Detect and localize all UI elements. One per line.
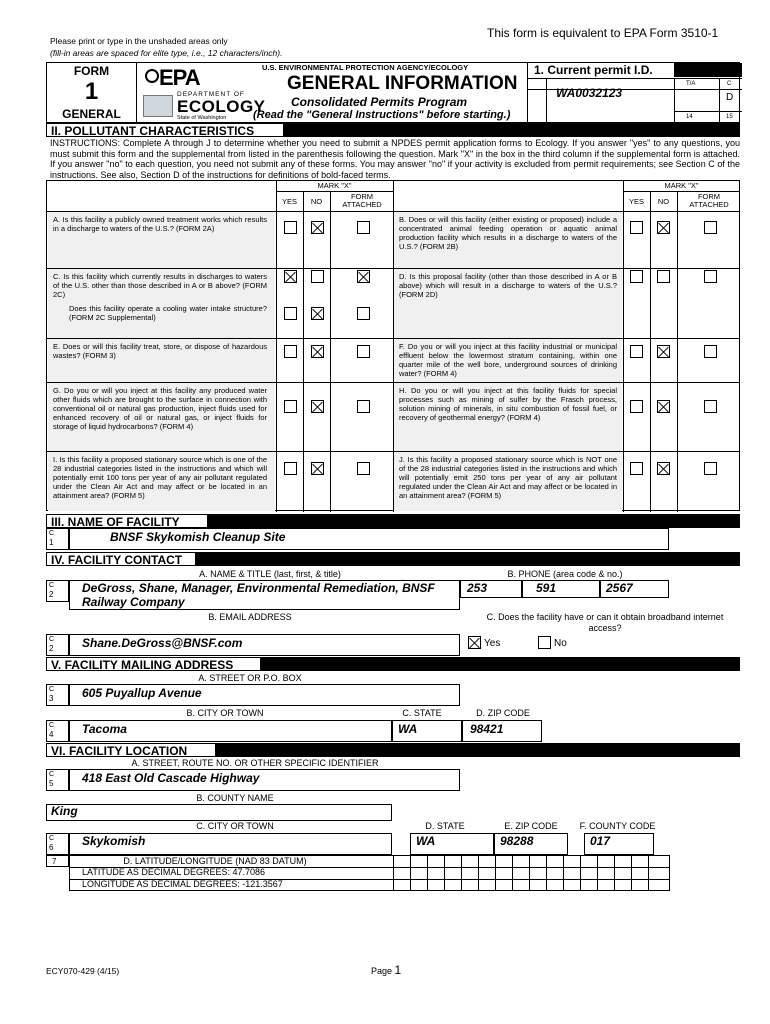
- loc-state-label: D. STATE: [425, 821, 465, 831]
- broadband-yes-label: Yes: [484, 638, 501, 649]
- county-code-value: 017: [590, 834, 611, 848]
- e-yes-checkbox[interactable]: [284, 345, 297, 358]
- page-number: 1: [394, 963, 402, 977]
- j-yes-checkbox[interactable]: [630, 462, 643, 475]
- ta-label: T/A: [686, 81, 696, 87]
- yes-col-left: YES: [281, 197, 297, 206]
- form-title: GENERAL INFORMATION: [287, 73, 518, 94]
- section-vi-bar: [46, 743, 740, 757]
- code-box-4: C 4: [46, 720, 69, 742]
- code-box-5: C 5: [46, 769, 69, 791]
- permit-d-value: D: [726, 92, 734, 103]
- code-box-1: C 1: [46, 528, 69, 550]
- b-yes-checkbox[interactable]: [630, 221, 643, 234]
- a-form-checkbox[interactable]: [357, 221, 370, 234]
- email-label: B. EMAIL ADDRESS: [208, 612, 292, 622]
- d-yes-checkbox[interactable]: [630, 270, 643, 283]
- section-v-bar: [46, 657, 740, 671]
- question-j: J. Is this facility a proposed stationary source which is NOT one of the 28 industrial categories listed in the instructions and which will potentially emit 250 tons per year of any air pollutant regulated under the Clean Air Act and may affect or be located in an attainment area? (FORM 5): [399, 455, 617, 500]
- county-code-label: F. COUNTY CODE: [579, 821, 656, 831]
- read-instructions-note: (Read the "General Instructions" before starting.): [253, 109, 511, 121]
- broadband-no-checkbox[interactable]: [538, 636, 551, 649]
- j-form-checkbox[interactable]: [704, 462, 717, 475]
- e-no-checkbox[interactable]: [311, 345, 324, 358]
- mail-zip-label: D. ZIP CODE: [476, 708, 530, 718]
- b-no-checkbox[interactable]: [657, 221, 670, 234]
- agency-name: U.S. ENVIRONMENTAL PROTECTION AGENCY/ECOLOGY: [262, 63, 469, 72]
- instructions-note: [50, 35, 282, 59]
- loc-street-value: 418 East Old Cascade Highway: [82, 771, 260, 785]
- loc-city-value: Skykomish: [82, 834, 146, 848]
- code-box-7: 7: [46, 855, 69, 867]
- ecology-logo-icon: [143, 95, 173, 117]
- f-form-checkbox[interactable]: [704, 345, 717, 358]
- question-e: E. Does or will this facility treat, store, or dispose of hazardous wastes? (FORM 3): [53, 342, 267, 360]
- mail-city-value: Tacoma: [82, 722, 127, 736]
- section-iii-bar: [46, 514, 740, 528]
- c-supp-yes-checkbox[interactable]: [284, 307, 297, 320]
- question-b: B. Does or will this facility (either existing or proposed) include a concentrated animal feeding operation or aquatic animal production facility which results in a discharge to waters of the U.S.? (FORM 2B): [399, 215, 617, 251]
- contact-phone-label: B. PHONE (area code & no.): [507, 569, 623, 579]
- section-ii-instructions: INSTRUCTIONS: Complete A through J to determine whether you need to submit a NPDES permit application forms to Ecology. If you answer "yes" to any questions, you must submit this form and the supplemental from listed in the parenthesis following the question. Mark "X" in the box in the third column if the supplemental form is attached. If you answer "no" to each question, you need not submit any of these forms. You may answer "no" if your activity is excluded from permit requirements; see Section C of the instructions. See also, Section D of the instructions for definitions of bold-faced terms.: [50, 138, 740, 180]
- question-c-supplemental: Does this facility operate a cooling water intake structure? (FORM 2C Supplemental): [69, 304, 267, 322]
- c-supp-form-checkbox[interactable]: [357, 307, 370, 320]
- g-form-checkbox[interactable]: [357, 400, 370, 413]
- logo-epa: EPA: [159, 65, 200, 90]
- email-value: Shane.DeGross@BNSF.com: [82, 636, 243, 650]
- latlong-label: D. LATITUDE/LONGITUDE (NAD 83 DATUM): [123, 856, 307, 866]
- logo-department: DEPARTMENT OF: [177, 91, 245, 98]
- page-indicator: [371, 963, 401, 977]
- form-label: FORM: [73, 64, 110, 78]
- county-field[interactable]: [46, 804, 392, 821]
- mark-x-left: MARK "X": [317, 181, 352, 190]
- longitude-value: LONGITUDE AS DECIMAL DEGREES: -121.3567: [82, 879, 283, 889]
- d-no-checkbox[interactable]: [657, 270, 670, 283]
- question-g: G. Do you or will you inject at this facility any produced water other fluids which are brought to the surface in connection with conventional oil or natural gas production, inject fluids used for enhanced recovery of oil or natural gas, or inject fluids for storage of liquid hydrocarbons? (FORM 4): [53, 386, 267, 431]
- county-label: B. COUNTY NAME: [196, 793, 274, 803]
- question-d: D. Is this proposal facility (other than those described in A or B above) which will result in a discharge to waters of the U.S.? (FORM 2D): [399, 272, 617, 299]
- mark-x-right: MARK "X": [664, 181, 699, 190]
- county-value: King: [51, 804, 78, 818]
- form-number: 1: [84, 78, 99, 105]
- b-form-checkbox[interactable]: [704, 221, 717, 234]
- yes-col-right: YES: [628, 197, 644, 206]
- j-no-checkbox[interactable]: [657, 462, 670, 475]
- permit-grid: [528, 78, 742, 124]
- mail-city-label: B. CITY OR TOWN: [186, 708, 264, 718]
- broadband-no-label: No: [554, 638, 567, 649]
- section-vi-title: VI. FACILITY LOCATION: [46, 743, 216, 757]
- code-box-2: C 2: [46, 580, 69, 602]
- g-no-checkbox[interactable]: [311, 400, 324, 413]
- loc-street-label: A. STREET, ROUTE NO. OR OTHER SPECIFIC IDENTIFIER: [131, 758, 379, 768]
- permit-id-field[interactable]: WA0032123: [556, 86, 623, 100]
- note-line2: (fill-in areas are spaced for elite type, i.e., 12 characters/inch).: [50, 48, 283, 58]
- form-subtitle: Consolidated Permits Program: [291, 95, 468, 109]
- broadband-label: C. Does the facility have or can it obtain broadband internet access?: [486, 612, 724, 633]
- code-box-6: C 6: [46, 833, 69, 855]
- phone-prefix-value: 591: [536, 581, 557, 595]
- section-iv-title: IV. FACILITY CONTACT: [46, 552, 196, 566]
- mail-state-value: WA: [398, 722, 418, 736]
- f-no-checkbox[interactable]: [657, 345, 670, 358]
- latitude-value: LATITUDE AS DECIMAL DEGREES: 47.7086: [82, 867, 266, 877]
- section-iv-bar: [46, 552, 740, 566]
- contact-name-label: A. NAME & TITLE (last, first, & title): [199, 569, 341, 579]
- col-14: 14: [686, 114, 693, 120]
- note-line1: Please print or type in the unshaded areas only: [50, 36, 228, 46]
- col-15: 15: [726, 114, 733, 120]
- phone-area-value: 253: [467, 581, 488, 595]
- form-number-box: [47, 63, 137, 124]
- question-a: A. Is this facility a publicly owned treatment works which results in a discharge to waters of the U.S.? (FORM 2A): [53, 215, 267, 233]
- logo-ecology: ECOLOGY: [177, 97, 266, 116]
- c-form-checkbox[interactable]: [357, 270, 370, 283]
- question-c: C. Is this facility which currently results in discharges to waters of the U.S. other than those described in A or B above? (FORM 2C): [53, 272, 267, 299]
- form-col-left: FORM ATTACHED: [342, 192, 382, 209]
- loc-zip-value: 98288: [500, 834, 534, 848]
- h-form-checkbox[interactable]: [704, 400, 717, 413]
- logo-state: State of Washington: [177, 115, 227, 121]
- permit-title: 1. Current permit I.D.: [534, 63, 653, 77]
- phone-line-value: 2567: [606, 581, 633, 595]
- section-ii-bar: [46, 123, 740, 137]
- form-general: GENERAL: [62, 107, 121, 121]
- mail-state-label: C. STATE: [402, 708, 442, 718]
- facility-name-value: BNSF Skykomish Cleanup Site: [110, 530, 286, 544]
- h-yes-checkbox[interactable]: [630, 400, 643, 413]
- section-iii-title: III. NAME OF FACILITY: [46, 514, 208, 528]
- no-col-left: NO: [310, 197, 323, 206]
- mail-street-value: 605 Puyallup Avenue: [82, 686, 202, 700]
- form-code: ECY070-429 (4/15): [46, 966, 120, 976]
- code-box-2b: C 2: [46, 634, 69, 656]
- loc-city-label: C. CITY OR TOWN: [196, 821, 274, 831]
- i-form-checkbox[interactable]: [357, 462, 370, 475]
- pollutant-table: [46, 180, 740, 511]
- e-form-checkbox[interactable]: [357, 345, 370, 358]
- no-col-right: NO: [657, 197, 670, 206]
- c-label: C: [727, 81, 732, 87]
- permit-shade: [674, 63, 742, 77]
- contact-name-value: DeGross, Shane, Manager, Environmental Remediation, BNSF Railway Company: [82, 581, 435, 609]
- loc-state-value: WA: [416, 834, 436, 848]
- loc-zip-label: E. ZIP CODE: [504, 821, 558, 831]
- code-box-3: C 3: [46, 684, 69, 706]
- c-yes-checkbox[interactable]: [284, 270, 297, 283]
- f-yes-checkbox[interactable]: [630, 345, 643, 358]
- epa-logo-icon: [145, 69, 159, 83]
- section-ii-title: II. POLLUTANT CHARACTERISTICS: [46, 123, 284, 137]
- section-v-title: V. FACILITY MAILING ADDRESS: [46, 657, 261, 671]
- i-yes-checkbox[interactable]: [284, 462, 297, 475]
- a-no-checkbox[interactable]: [311, 221, 324, 234]
- d-form-checkbox[interactable]: [704, 270, 717, 283]
- h-no-checkbox[interactable]: [657, 400, 670, 413]
- i-no-checkbox[interactable]: [311, 462, 324, 475]
- c-no-checkbox[interactable]: [311, 270, 324, 283]
- g-yes-checkbox[interactable]: [284, 400, 297, 413]
- question-h: H. Do you or will you inject at this facility fluids for special processes such as mining of sulfer by the Frasch process, solution mining of minerals, in situ combustion of fossil fuel, or recovery of geothermal energy? (FORM 4): [399, 386, 617, 422]
- form-equivalence: This form is equivalent to EPA Form 3510-1: [487, 26, 719, 40]
- form-col-right: FORM ATTACHED: [689, 192, 729, 209]
- page-label: Page: [371, 966, 393, 976]
- mail-street-label: A. STREET OR P.O. BOX: [198, 673, 302, 683]
- broadband-yes-checkbox[interactable]: [468, 636, 481, 649]
- c-supp-no-checkbox[interactable]: [311, 307, 324, 320]
- phone-prefix-field[interactable]: [522, 580, 600, 598]
- mail-zip-value: 98421: [470, 722, 504, 736]
- current-permit-box: [527, 63, 741, 124]
- question-i: I. Is this facility a proposed stationary source which is one of the 28 industrial categories listed in the instructions and which will potentially emit 100 tons per year of any air pollutant regulated under the Clean Air Act and may affect or be located in an attainment area? (FORM 5): [53, 455, 267, 500]
- question-f: F. Do you or will you inject at this facility industrial or municipal effluent below the lowermost stratum containing, within one quarter mile of the well bore, underground sources of drinking water? (FORM 4): [399, 342, 617, 378]
- form-header: [46, 62, 740, 123]
- a-yes-checkbox[interactable]: [284, 221, 297, 234]
